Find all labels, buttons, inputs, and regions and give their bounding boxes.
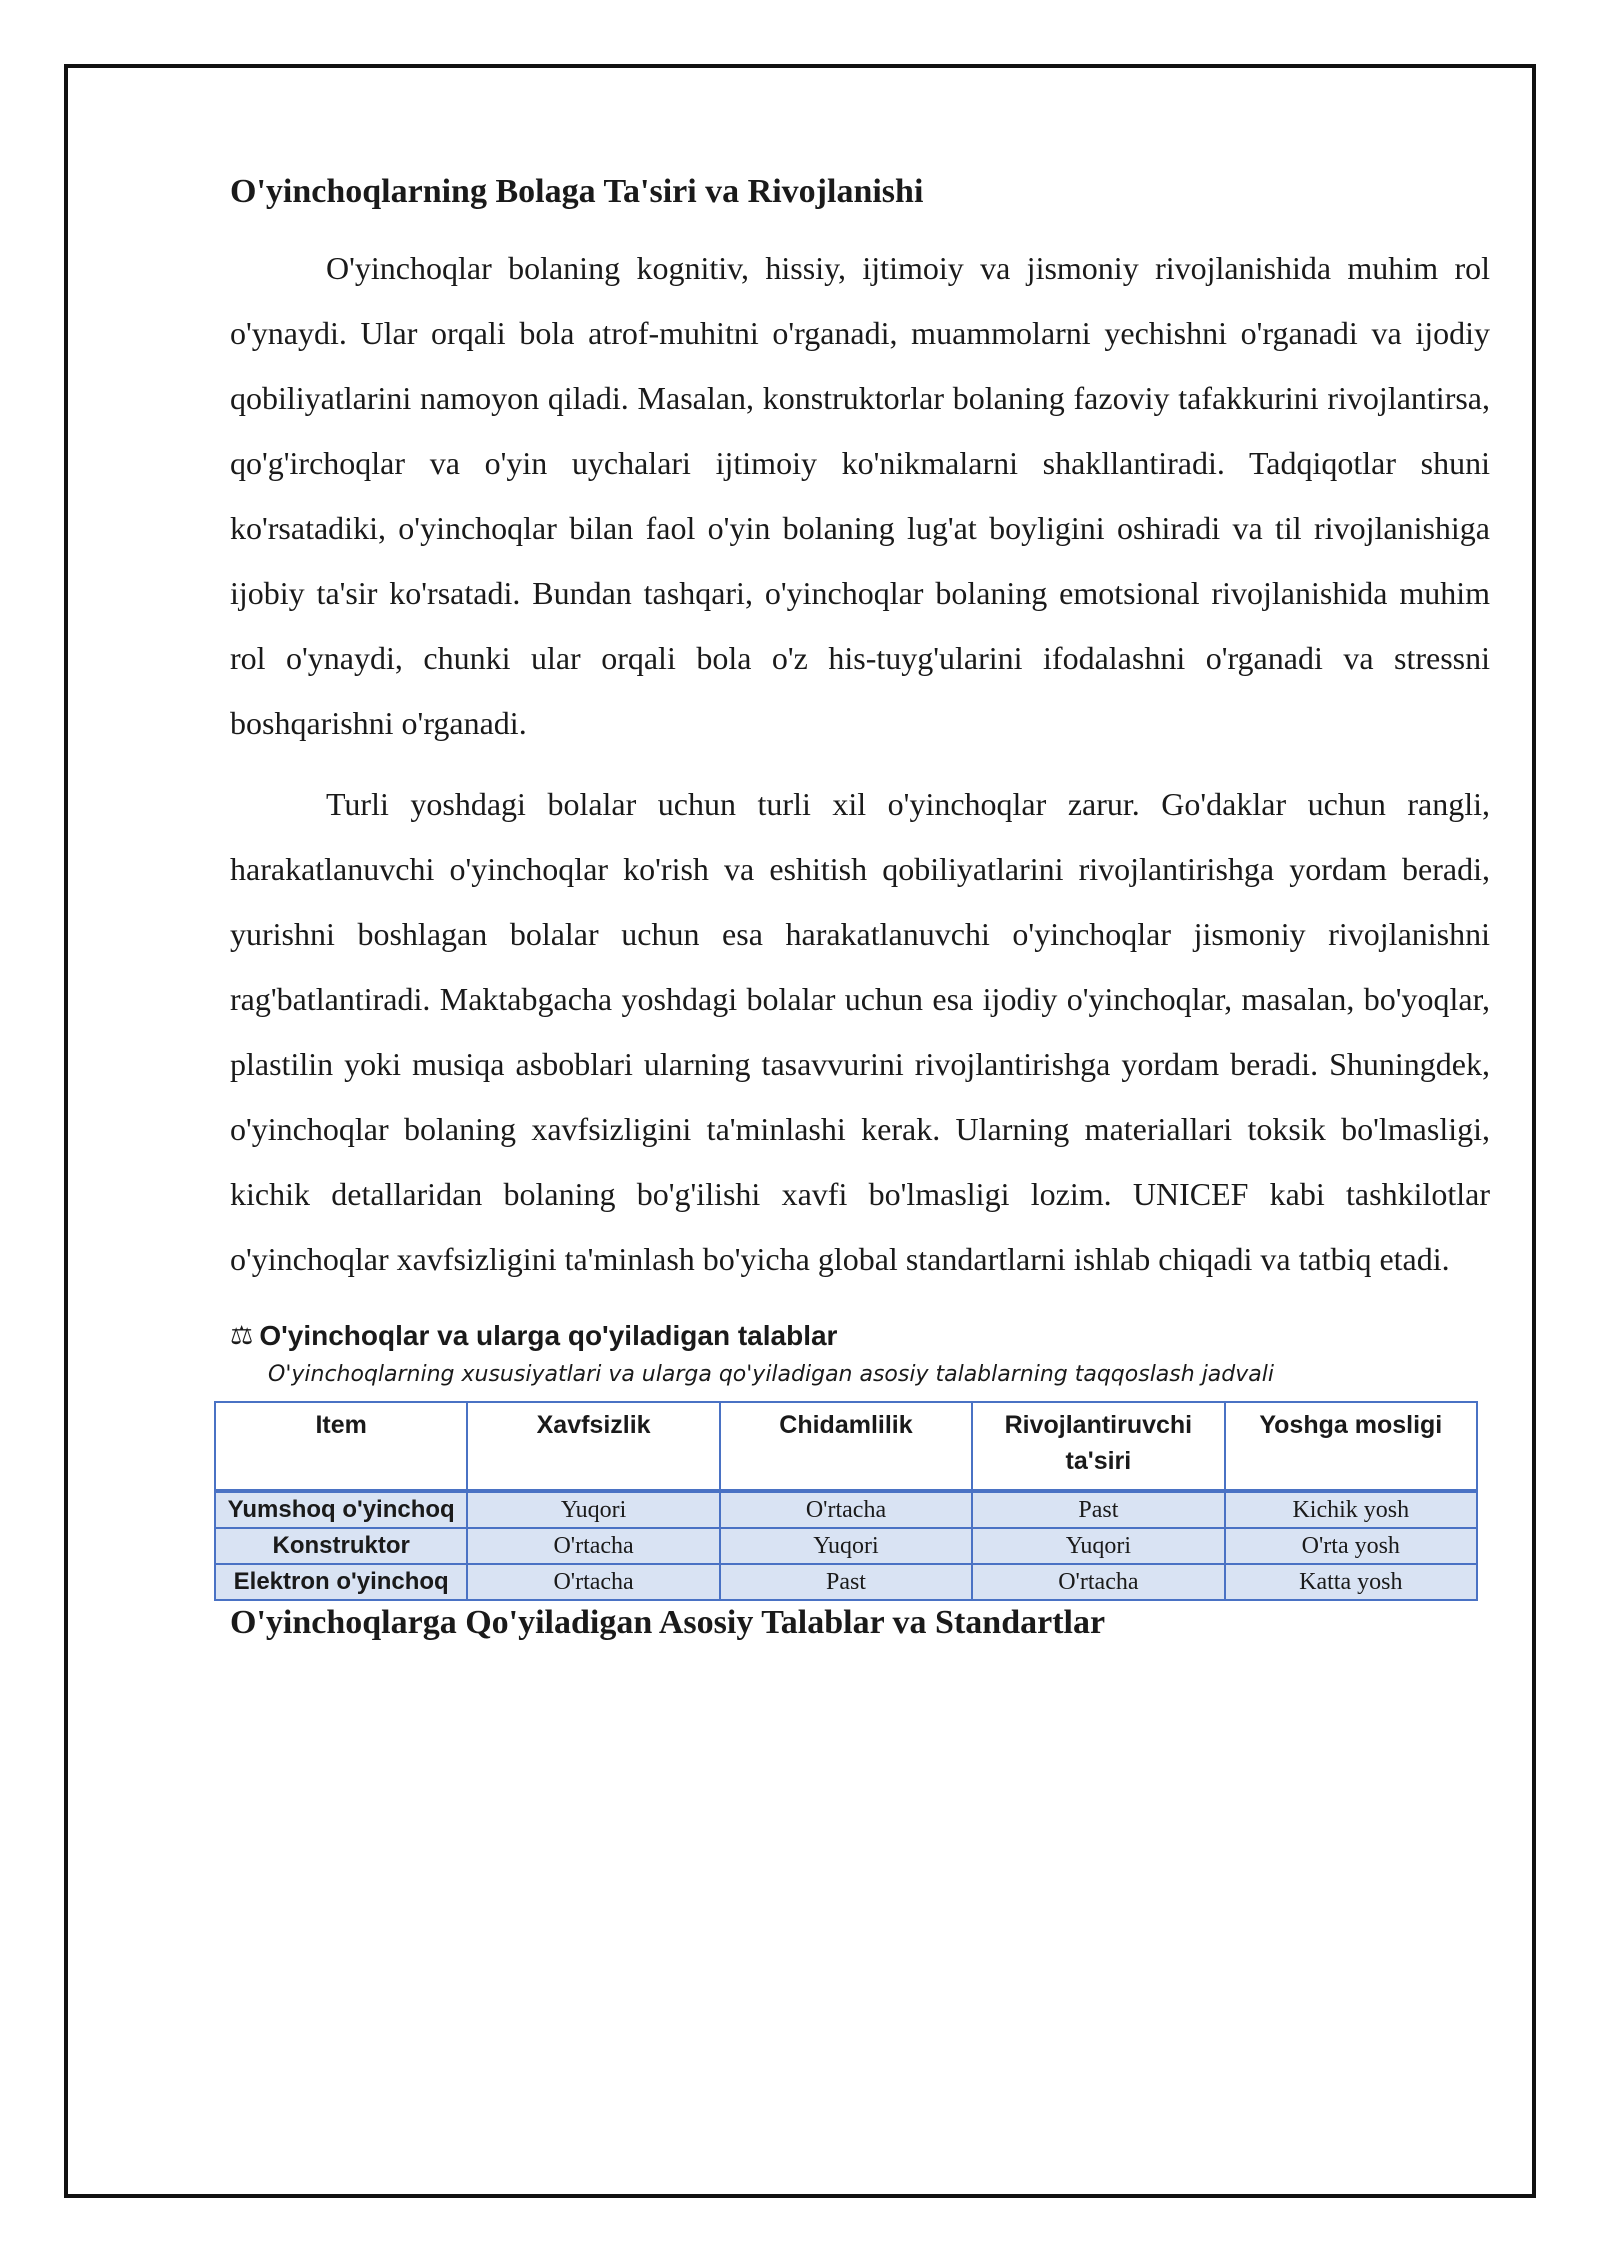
table-cell: Yuqori: [720, 1528, 972, 1564]
table-cell: O'rtacha: [467, 1564, 719, 1600]
body-paragraph-1: O'yinchoqlar bolaning kognitiv, hissiy, ijtimoiy va jismoniy rivojlanishida muhim rol o'ynaydi. Ular orqali bola atrof-muhitni o'rganadi, muammolarni yechishni o'rganadi va ijodiy qobiliyatlarini namoyon qiladi. Masalan, konstruktorlar bolaning fazoviy tafakkurini rivojlantirsa, qo'g'irchoqlar va o'yin uychalari ijtimoiy ko'nikmalarni shakllantiradi. Tadqiqotlar shuni ko'rsatadiki, o'yinchoqlar bilan faol o'yin bolaning lug'at boyligini oshiradi va til rivojlanishiga ijobiy ta'sir ko'rsatadi. Bundan tashqari, o'yinchoqlar bolaning emotsional rivojlanishida muhim rol o'ynaydi, chunki ular orqali bola o'z his-tuyg'ularini ifodalashni o'rganadi va stressni boshqarishni o'rganadi.: [230, 250, 1490, 742]
table-cell: O'rtacha: [972, 1564, 1224, 1600]
table-title-text: O'yinchoqlar va ularga qo'yiladigan talablar: [259, 1320, 838, 1352]
header-yoshga-mosligi: Yoshga mosligi: [1225, 1402, 1477, 1491]
scales-icon: ⚖: [230, 1321, 254, 1352]
page-content: [227, 170, 1490, 1667]
header-chidamlilik: Chidamlilik: [720, 1402, 972, 1491]
table-cell-item: Elektron o'yinchoq: [215, 1564, 467, 1600]
table-cell: Yuqori: [972, 1528, 1224, 1564]
section-heading-1: O'yinchoqlarning Bolaga Ta'siri va Rivojlanishi: [230, 173, 924, 210]
table-row: [215, 1564, 1477, 1600]
table-cell: Yuqori: [467, 1491, 719, 1528]
table-cell: O'rtacha: [467, 1528, 719, 1564]
header-xavfsizlik: Xavfsizlik: [467, 1402, 719, 1491]
table-cell: O'rtacha: [720, 1491, 972, 1528]
table-cell: Katta yosh: [1225, 1564, 1477, 1600]
header-item: Item: [215, 1402, 467, 1491]
table-title: [230, 1320, 1490, 1352]
table-row: [215, 1491, 1477, 1528]
table-header-row: [215, 1402, 1477, 1491]
table-cell-item: Konstruktor: [215, 1528, 467, 1564]
requirements-table-block: [227, 1320, 1490, 1601]
table-cell-item: Yumshoq o'yinchoq: [215, 1491, 467, 1528]
requirements-table: [214, 1401, 1478, 1601]
table-cell: Kichik yosh: [1225, 1491, 1477, 1528]
header-rivojlantiruvchi: Rivojlantiruvchi ta'siri: [972, 1402, 1224, 1491]
section-heading-2: O'yinchoqlarga Qo'yiladigan Asosiy Talablar va Standartlar: [230, 1604, 1106, 1642]
body-paragraph-2: Turli yoshdagi bolalar uchun turli xil o'yinchoqlar zarur. Go'daklar uchun rangli, harakatlanuvchi o'yinchoqlar ko'rish va eshitish qobiliyatlarini rivojlantirishga yordam beradi, yurishni boshlagan bolalar uchun esa harakatlanuvchi o'yinchoqlar jismoniy rivojlanishni rag'batlantiradi. Maktabgacha yoshdagi bolalar uchun esa ijodiy o'yinchoqlar, masalan, bo'yoqlar, plastilin yoki musiqa asboblari ularning tasavvurini rivojlantirishga yordam beradi. Shuningdek, o'yinchoqlar bolaning xavfsizligini ta'minlashi kerak. Ularning materiallari toksik bo'lmasligi, kichik detallaridan bolaning bo'g'ilishi xavfi bo'lmasligi lozim. UNICEF kabi tashkilotlar o'yinchoqlar xavfsizligini ta'minlash bo'yicha global standartlarni ishlab chiqadi va tatbiq etadi.: [230, 786, 1490, 1278]
table-cell: Past: [972, 1491, 1224, 1528]
table-row: [215, 1528, 1477, 1564]
table-cell: Past: [720, 1564, 972, 1600]
table-caption: O'yinchoqlarning xususiyatlari va ularga qo'yiladigan asosiy talablarning taqqoslash jadvali: [268, 1362, 1274, 1388]
table-cell: O'rta yosh: [1225, 1528, 1477, 1564]
